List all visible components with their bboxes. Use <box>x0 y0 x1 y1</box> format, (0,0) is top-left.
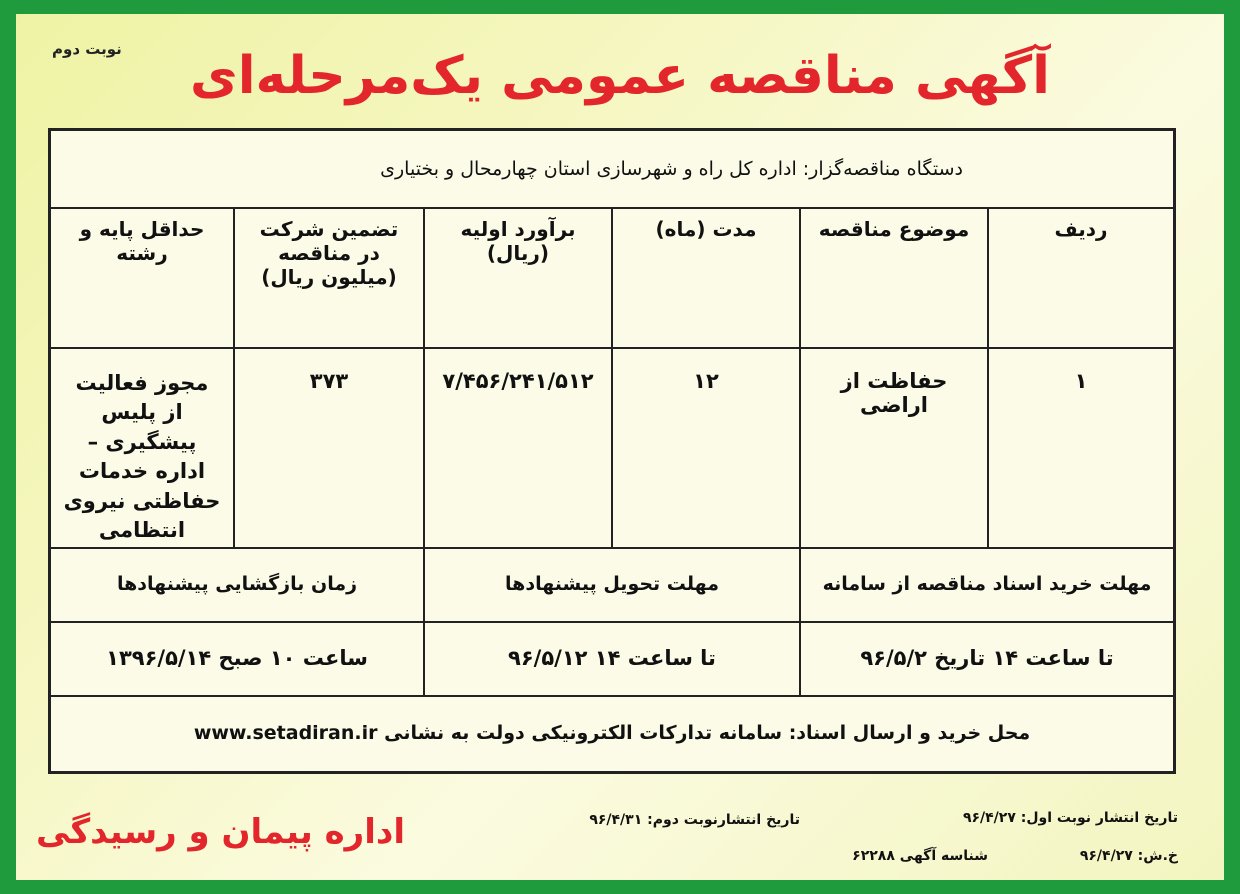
extra-date-line: خ.ش: ۹۶/۴/۲۷ <box>1079 848 1178 864</box>
cell-estimate: ۷/۴۵۶/۲۴۱/۵۱۲ <box>423 347 611 547</box>
col-row-number: ردیف <box>987 207 1173 347</box>
notice-headline: آگهی مناقصه عمومی یک‌مرحله‌ای <box>190 46 1050 106</box>
ad-identifier: شناسه آگهی ۶۲۲۸۸ <box>852 848 988 864</box>
col-guarantee: تضمین شرکت در مناقصه (میلیون ریال) <box>233 207 423 347</box>
cell-subject: حفاظت از اراضی <box>799 347 987 547</box>
authority-row: دستگاه مناقصه‌گزار: اداره کل راه و شهرسازی استان چهارمحال و بختیاری <box>51 131 1173 209</box>
department-signature: اداره پیمان و رسیدگی <box>36 812 405 852</box>
round-label: نوبت دوم <box>52 40 122 58</box>
delivery-deadline-label: مهلت تحویل پیشنهادها <box>423 547 799 621</box>
col-subject: موضوع مناقصه <box>799 207 987 347</box>
cell-guarantee: ۳۷۳ <box>233 347 423 547</box>
cell-duration: ۱۲ <box>611 347 799 547</box>
delivery-deadline-value: تا ساعت ۱۴ ۹۶/۵/۱۲ <box>423 621 799 695</box>
table-header-row <box>51 207 1173 349</box>
documents-place-row: محل خرید و ارسال اسناد: سامانه تدارکات الکترونیکی دولت به نشانی www.setadiran.ir <box>193 722 1031 744</box>
opening-time-label: زمان بازگشایی پیشنهادها <box>116 573 358 595</box>
purchase-deadline-value: تا ساعت ۱۴ تاریخ ۹۶/۵/۲ <box>799 621 1173 695</box>
col-estimate: برآورد اولیه (ریال) <box>423 207 611 347</box>
col-requirement: حداقل پایه و رشته <box>79 217 205 265</box>
opening-time-value: ساعت ۱۰ صبح ۱۳۹۶/۵/۱۴ <box>106 646 368 670</box>
deadline-labels-row <box>51 547 1173 623</box>
deadline-values-row <box>51 621 1173 697</box>
tender-table <box>48 128 1176 774</box>
table-row <box>51 347 1173 549</box>
second-publish-date: تاریخ انتشارنوبت دوم: ۹۶/۴/۳۱ <box>589 812 800 828</box>
first-publish-date: تاریخ انتشار نوبت اول: ۹۶/۴/۲۷ <box>962 810 1178 826</box>
col-duration: مدت (ماه) <box>611 207 799 347</box>
cell-requirement: مجوز فعالیت از پلیس پیشگیری – اداره خدمات حفاظتی نیروی انتظامی <box>63 371 221 542</box>
cell-row-number: ۱ <box>987 347 1173 547</box>
purchase-deadline-label: مهلت خرید اسناد مناقصه از سامانه <box>799 547 1173 621</box>
